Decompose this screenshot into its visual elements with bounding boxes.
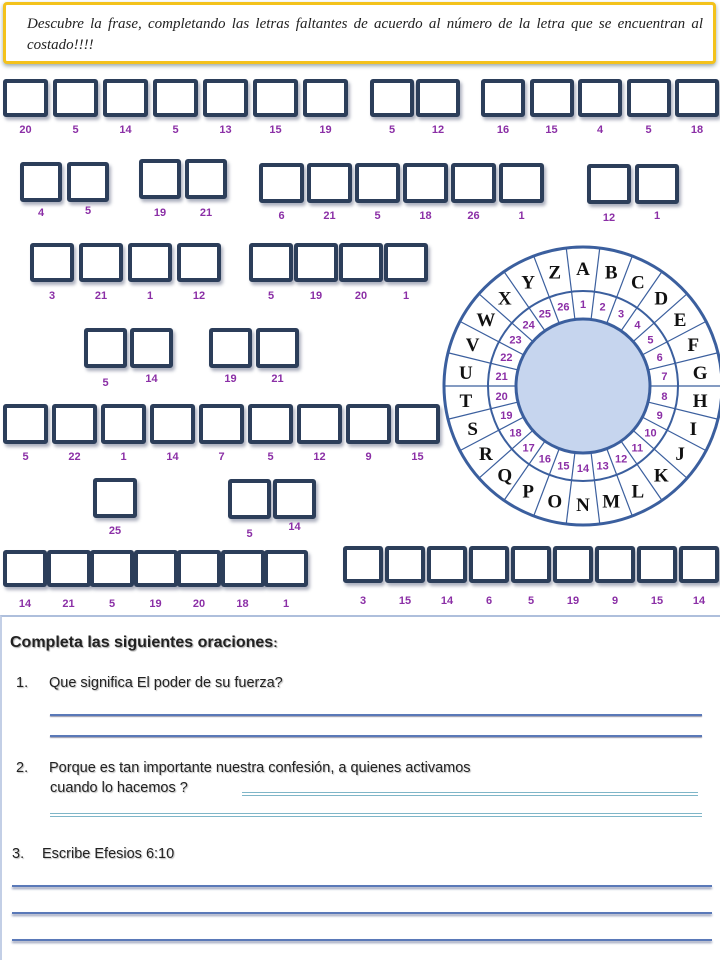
wheel-number: 7: [661, 371, 668, 384]
letter-number-label: 1: [402, 290, 410, 302]
wheel-letter: A: [576, 259, 590, 280]
letter-number-label: 5: [108, 598, 116, 610]
letter-number-label: 14: [119, 124, 132, 136]
letter-number-label: 7: [218, 451, 225, 463]
wheel-number: 6: [656, 351, 663, 364]
letter-number-label: 21: [271, 373, 284, 385]
wheel-number: 2: [599, 301, 606, 314]
wheel-number: 10: [644, 427, 657, 440]
letter-number-label: 5: [22, 451, 29, 463]
wheel-letter: P: [522, 481, 534, 503]
wheel-letter: W: [476, 309, 496, 331]
wheel-letter: Q: [497, 465, 513, 487]
letter-number-label: 5: [172, 124, 179, 136]
wheel-number: 15: [557, 460, 570, 473]
wheel-number: 25: [538, 308, 552, 321]
wheel-number: 14: [576, 463, 590, 475]
question-3-text: Escribe Efesios 6:10: [42, 846, 175, 862]
letter-number-label: 20: [19, 124, 32, 136]
questions-title: Completa las siguientes oraciones:: [10, 634, 278, 651]
wheel-letter: T: [459, 391, 473, 413]
letter-number-label: 19: [153, 207, 167, 219]
wheel-number: 20: [495, 390, 508, 403]
answer-2-line-2[interactable]: [50, 813, 702, 817]
letter-number-label: 6: [485, 595, 493, 607]
answer-2-line-1[interactable]: [242, 792, 698, 796]
letter-number-label: 12: [431, 124, 445, 136]
letter-number-label: 18: [690, 124, 704, 136]
letter-number-label: 14: [288, 521, 301, 533]
wheel-number: 16: [538, 453, 552, 466]
letter-number-label: 1: [282, 598, 290, 610]
letter-number-label: 6: [278, 210, 285, 222]
letter-number-label: 15: [398, 595, 412, 607]
wheel-letter: D: [654, 288, 669, 310]
wheel-number: 12: [614, 453, 628, 466]
wheel-letter: R: [479, 444, 493, 466]
wheel-letter: J: [675, 444, 685, 466]
wheel-number: 13: [596, 460, 609, 473]
wheel-number: 22: [500, 351, 513, 364]
letter-number-label: 21: [199, 207, 213, 219]
wheel-number: 24: [522, 319, 535, 332]
questions-section: [0, 615, 720, 960]
letter-number-label: 14: [692, 595, 706, 607]
wheel-letter: S: [467, 418, 478, 440]
letter-number-label: 5: [267, 290, 275, 302]
letter-number-label: 14: [440, 595, 454, 607]
wheel-number: 3: [618, 308, 625, 321]
letter-number-label: 16: [496, 124, 510, 136]
letter-number-label: 14: [18, 598, 32, 610]
letter-number-label: 21: [323, 210, 336, 222]
letter-number-label: 3: [48, 290, 56, 302]
wheel-letter: C: [630, 272, 645, 294]
answer-3-line-3[interactable]: [12, 939, 712, 941]
wheel-letter: M: [602, 491, 621, 513]
letter-number-label: 15: [269, 124, 282, 136]
letter-number-label: 13: [219, 124, 232, 136]
instructions-text: Descubre la frase, completando las letras faltantes de acuerdo al número de la letra que se encuentran al costado!!!!: [27, 16, 703, 53]
wheel-number: 17: [522, 442, 535, 455]
letter-number-label: 5: [388, 124, 396, 136]
letter-number-label: 20: [192, 598, 206, 610]
letter-number-label: 19: [566, 595, 580, 607]
wheel-letter: N: [576, 495, 590, 516]
wheel-letter: Y: [521, 272, 536, 294]
letter-number-label: 1: [518, 210, 525, 222]
answer-1-line-2[interactable]: [50, 735, 702, 737]
question-1-text: Que significa El poder de su fuerza?: [49, 675, 283, 691]
letter-number-label: 15: [650, 595, 664, 607]
letter-number-label: 5: [84, 205, 92, 217]
letter-number-label: 14: [145, 373, 158, 385]
wheel-letter: E: [673, 309, 687, 331]
question-3-number: 3.: [12, 846, 25, 862]
letter-number-label: 4: [37, 207, 45, 219]
question-1-number: 1.: [16, 675, 29, 691]
letter-number-label: 1: [653, 210, 661, 222]
question-2-text-line-2: cuando lo hacemos ?: [50, 780, 188, 796]
wheel-letter: V: [465, 335, 480, 357]
letter-number-label: 3: [359, 595, 367, 607]
wheel-number: 18: [509, 427, 522, 440]
wheel-letter: H: [692, 391, 708, 413]
wheel-number: 19: [500, 410, 513, 423]
letter-number-label: 18: [419, 210, 432, 222]
letter-number-label: 22: [68, 451, 81, 463]
letter-number-label: 9: [365, 451, 372, 463]
letter-number-label: 26: [467, 210, 480, 222]
letter-number-label: 5: [72, 124, 79, 136]
wheel-letter: K: [653, 465, 669, 487]
wheel-number: 11: [631, 442, 644, 455]
wheel-letter: I: [689, 418, 698, 440]
letter-number-label: 4: [596, 124, 604, 136]
wheel-letter: G: [692, 362, 708, 384]
wheel-letter: B: [604, 262, 618, 284]
letter-number-label: 19: [149, 598, 162, 610]
wheel-letter: U: [458, 362, 473, 384]
wheel-number: 26: [557, 301, 570, 314]
letter-number-label: 12: [192, 290, 206, 302]
letter-number-label: 5: [374, 210, 381, 222]
wheel-number: 21: [495, 371, 508, 384]
wheel-number: 23: [509, 334, 522, 347]
letter-number-label: 9: [611, 595, 619, 607]
letter-number-label: 5: [645, 124, 652, 136]
wheel-letter: F: [687, 335, 700, 357]
letter-number-label: 19: [224, 373, 237, 385]
letter-number-label: 21: [62, 598, 75, 610]
wheel-number: 1: [579, 299, 587, 311]
wheel-number: 4: [634, 319, 641, 332]
letter-number-label: 19: [309, 290, 323, 302]
question-2-number: 2.: [16, 760, 29, 776]
letter-number-label: 12: [602, 212, 616, 224]
letter-number-label: 5: [246, 528, 253, 540]
wheel-number: 8: [661, 390, 668, 403]
letter-number-label: 21: [94, 290, 108, 302]
letter-number-label: 1: [120, 451, 127, 463]
wheel-letter: Z: [548, 262, 562, 284]
letter-number-label: 15: [411, 451, 424, 463]
letter-number-label: 5: [102, 377, 109, 389]
letter-number-label: 15: [545, 124, 558, 136]
letter-number-label: 14: [166, 451, 179, 463]
answer-3-line-1[interactable]: [12, 885, 712, 887]
letter-number-label: 18: [236, 598, 249, 610]
answer-1-line-1[interactable]: [50, 714, 702, 716]
letter-number-label: 20: [354, 290, 368, 302]
letter-number-label: 1: [146, 290, 154, 302]
wheel-letter: L: [631, 481, 645, 503]
question-2-text-line-1: Porque es tan importante nuestra confesión, a quienes activamos: [49, 760, 471, 776]
letter-number-label: 5: [527, 595, 535, 607]
wheel-number: 5: [647, 334, 654, 347]
wheel-letter: X: [497, 288, 512, 310]
letter-number-label: 12: [313, 451, 326, 463]
letter-number-label: 5: [267, 451, 274, 463]
wheel-inner-disc: [516, 319, 650, 453]
answer-3-line-2[interactable]: [12, 912, 712, 914]
wheel-letter: O: [547, 491, 563, 513]
letter-number-label: 25: [108, 525, 122, 537]
wheel-number: 9: [656, 410, 663, 423]
letter-number-label: 19: [319, 124, 332, 136]
